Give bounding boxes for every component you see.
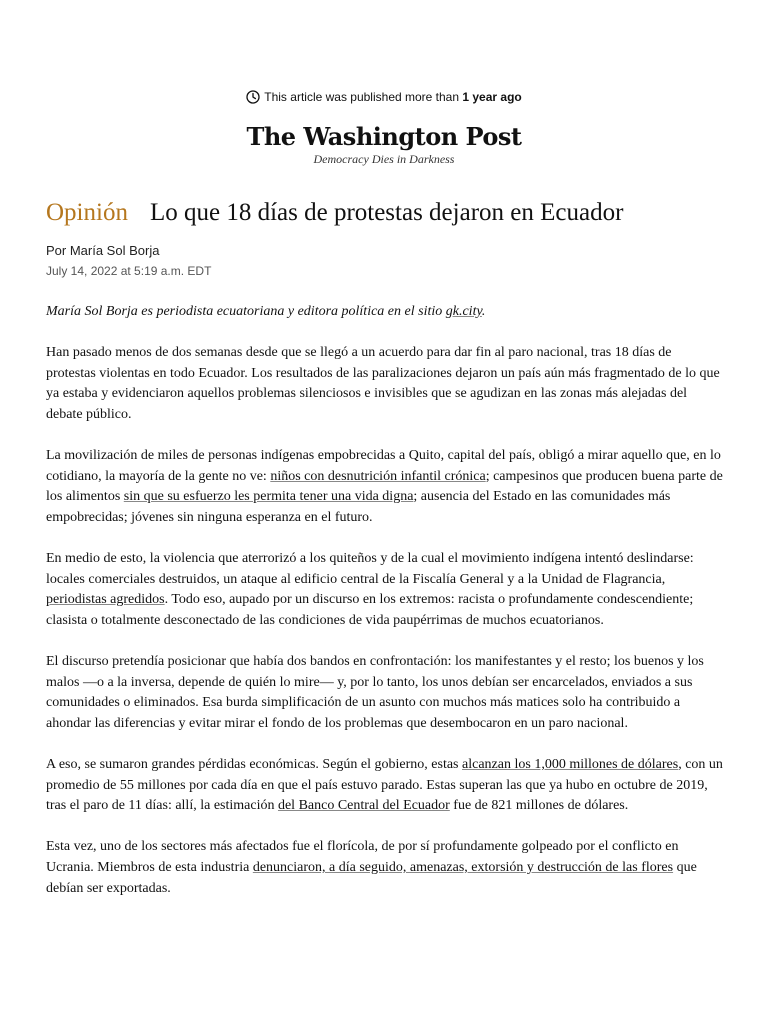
journalists-link[interactable]: periodistas agredidos [46, 592, 165, 608]
article-headline [46, 196, 746, 230]
paragraph-6-text-2: que debían ser exportadas. [46, 860, 697, 896]
published-notice [0, 90, 768, 107]
author-bio-text: María Sol Borja es periodista ecuatoriana y editora política en el sitio [46, 304, 446, 319]
notice-emphasis: 1 year ago [462, 90, 522, 104]
byline[interactable]: Por María Sol Borja [46, 243, 160, 258]
clock-icon [246, 90, 260, 107]
paragraph-5-text-1: A eso, se sumaron grandes pérdidas económicas. Según el gobierno, estas [46, 757, 463, 773]
paragraph-6 [46, 837, 724, 899]
notice-text: This article was published more than [264, 90, 463, 104]
author-bio [46, 302, 724, 323]
paragraph-1: Han pasado menos de dos semanas desde que se llegó a un acuerdo para dar fin al paro nacional, tras 18 días de protestas violentas en todo Ecuador. Los resultados de las paralizaciones dejaron un país aún más fragmentado de lo que ya estaba y evidenciaron aquellos problemas silenciosos e invisibles que se agudizan en las zonas más alejadas del debate público. [46, 345, 720, 422]
flower-industry-link[interactable]: denunciaron, a día seguido, amenazas, extorsión y destrucción de las flores [252, 860, 674, 876]
paragraph-5-text-2: , con un promedio de 55 millones por cada día en que el país estuvo parado. Estas superan las que ya hubo en octubre de 2019, tras el paro de 11 días: allí, la estimación [46, 757, 723, 814]
article-body [46, 302, 724, 920]
paragraph-3-text-1: En medio de esto, la violencia que aterrorizó a los quiteños y de la cual el movimiento indígena intentó deslindarse: locales comerciales destruidos, un ataque al edificio central de la Fiscalía General y a la Unidad de Flagrancia, [46, 551, 694, 587]
headline-text: Lo que 18 días de protestas dejaron en Ecuador [149, 199, 624, 226]
author-bio-end: . [481, 304, 486, 319]
paragraph-4: El discurso pretendía posicionar que había dos bandos en confrontación: los manifestantes y el resto; los buenos y los malos —o a la inversa, depende de quién lo mire— y, por lo tanto, los unos debían ser encarcelados, enviados a sus comunidades o eliminados. Esa burda simplificación de un asunto con muchos más matices solo ha contribuido a ahondar las diferencias y evitar mirar el fondo de los problemas que desembocaron en un paro nacional. [46, 654, 704, 731]
paragraph-3-text-2: . Todo eso, aupado por un discurso en los extremos: racista o profundamente condescendiente; clasista o totalmente desconectado de las condiciones de vida paupérrimas de muchos ecuatorianos. [46, 592, 694, 628]
masthead-tagline: Democracy Dies in Darkness [313, 152, 455, 166]
paragraph-2-text-1: La movilización de miles de personas indígenas empobrecidas a Quito, capital del país, obligó a mirar aquello que, en lo cotidiano, la mayoría de la gente no ve: [46, 448, 721, 484]
paragraph-5-text-3: fue de 821 millones de dólares. [449, 798, 629, 814]
paragraph-6-text-1: Esta vez, uno de los sectores más afectados fue el florícola, de por sí profundamente golpeado por el conflicto en Ucrania. Miembros de esta industria [46, 839, 679, 876]
losses-link[interactable]: alcanzan los 1,000 millones de dólares [462, 757, 679, 773]
paragraph-2 [46, 446, 724, 528]
paragraph-2-text-3: ; ausencia del Estado en las comunidades más empobrecidas; jóvenes sin ninguna esperanza en el futuro. [46, 489, 671, 525]
farmers-link[interactable]: sin que su esfuerzo les permita tener una vida digna [123, 489, 414, 505]
gk-city-link[interactable]: gk.city [445, 304, 482, 319]
paragraph-5 [46, 755, 724, 817]
masthead [0, 122, 768, 167]
paragraph-2-text-2: ; campesinos que producen buena parte de los alimentos [46, 468, 723, 505]
malnutrition-link[interactable]: niños con desnutrición infantil crónica [270, 468, 486, 484]
paragraph-3 [46, 549, 724, 631]
washington-post-logo[interactable]: The Washington Post [246, 122, 522, 151]
opinion-kicker[interactable]: Opinión [46, 199, 128, 226]
publish-date: July 14, 2022 at 5:19 a.m. EDT [46, 264, 212, 278]
central-bank-link[interactable]: del Banco Central del Ecuador [277, 798, 450, 814]
